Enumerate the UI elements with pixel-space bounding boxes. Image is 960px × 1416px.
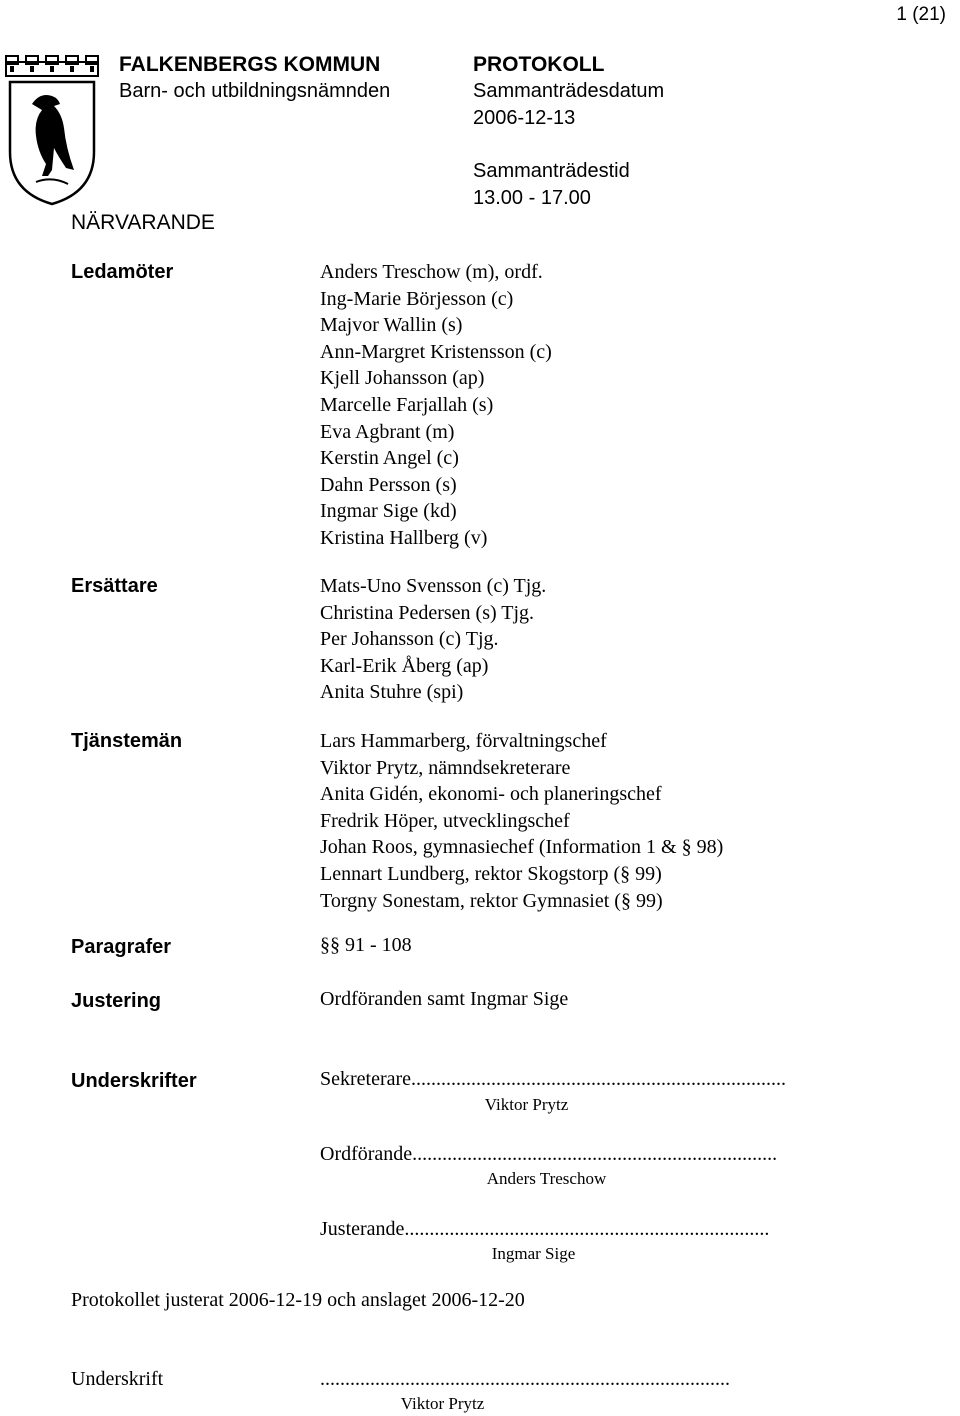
paragraphs-label: Paragrafer [71,936,172,958]
list-item: Christina Pedersen (s) Tjg. [320,601,535,624]
adjustment-label: Justering [71,990,162,1012]
list-item: Kjell Johansson (ap) [320,367,485,390]
meeting-time-label: Sammanträdestid [473,160,630,182]
present-heading: NÄRVARANDE [71,211,215,234]
substitutes-list [320,573,546,706]
final-signature-line: .................................................................................. [320,1368,730,1390]
paragraphs-value: §§ 91 - 108 [320,934,412,956]
page-number: 1 (21) [896,4,946,25]
committee-name: Barn- och utbildningsnämnden [119,80,391,102]
list-item: Per Johansson (c) Tjg. [320,628,499,651]
list-item: Johan Roos, gymnasiechef (Information 1 & § 98) [320,836,724,859]
municipality-name: FALKENBERGS KOMMUN [119,53,381,76]
secretary-signature-line: Sekreterare........................................................................... [320,1068,787,1090]
secretary-name: Viktor Prytz [484,1095,569,1114]
adjustment-value: Ordföranden samt Ingmar Sige [320,988,569,1010]
signatures-label: Underskrifter [71,1070,197,1092]
list-item: Ing-Marie Börjesson (c) [320,287,514,310]
list-item: Torgny Sonestam, rektor Gymnasiet (§ 99) [320,889,663,912]
list-item: Mats-Uno Svensson (c) Tjg. [320,575,547,597]
list-item: Eva Agbrant (m) [320,420,455,443]
list-item: Majvor Wallin (s) [320,314,463,337]
members-label: Ledamöter [71,261,174,283]
list-item: Lars Hammarberg, förvaltningschef [320,730,607,752]
adjuster-name: Ingmar Sige [491,1244,576,1263]
list-item: Kristina Hallberg (v) [320,526,488,549]
list-item: Anita Stuhre (spi) [320,681,464,704]
list-item: Marcelle Farjallah (s) [320,393,494,416]
members-list [320,259,552,552]
officials-label: Tjänstemän [71,730,183,752]
final-signature-name: Viktor Prytz [400,1394,485,1413]
chair-name: Anders Treschow [486,1169,607,1188]
officials-list [320,728,723,914]
document-type: PROTOKOLL [473,53,605,76]
falcon-coat-of-arms-icon [2,52,102,208]
list-item: Viktor Prytz, nämndsekreterare [320,756,571,779]
list-item: Dahn Persson (s) [320,473,457,496]
list-item: Karl-Erik Åberg (ap) [320,654,489,677]
meeting-date-label: Sammanträdesdatum [473,80,665,102]
list-item: Ann-Margret Kristensson (c) [320,340,552,363]
adjusted-note: Protokollet justerat 2006-12-19 och anslaget 2006-12-20 [71,1289,525,1311]
list-item: Kerstin Angel (c) [320,447,459,470]
adjuster-signature-line: Justerande......................................................................... [320,1218,770,1240]
list-item: Lennart Lundberg, rektor Skogstorp (§ 99) [320,862,662,885]
meeting-date: 2006-12-13 [473,107,576,129]
list-item: Anders Treschow (m), ordf. [320,261,543,283]
substitutes-label: Ersättare [71,575,158,597]
chair-signature-line: Ordförande......................................................................... [320,1143,778,1165]
list-item: Anita Gidén, ekonomi- och planeringschef [320,783,662,806]
final-signature-label: Underskrift [71,1368,164,1390]
list-item: Fredrik Höper, utvecklingschef [320,809,570,832]
list-item: Ingmar Sige (kd) [320,500,457,523]
meeting-time: 13.00 - 17.00 [473,187,591,209]
